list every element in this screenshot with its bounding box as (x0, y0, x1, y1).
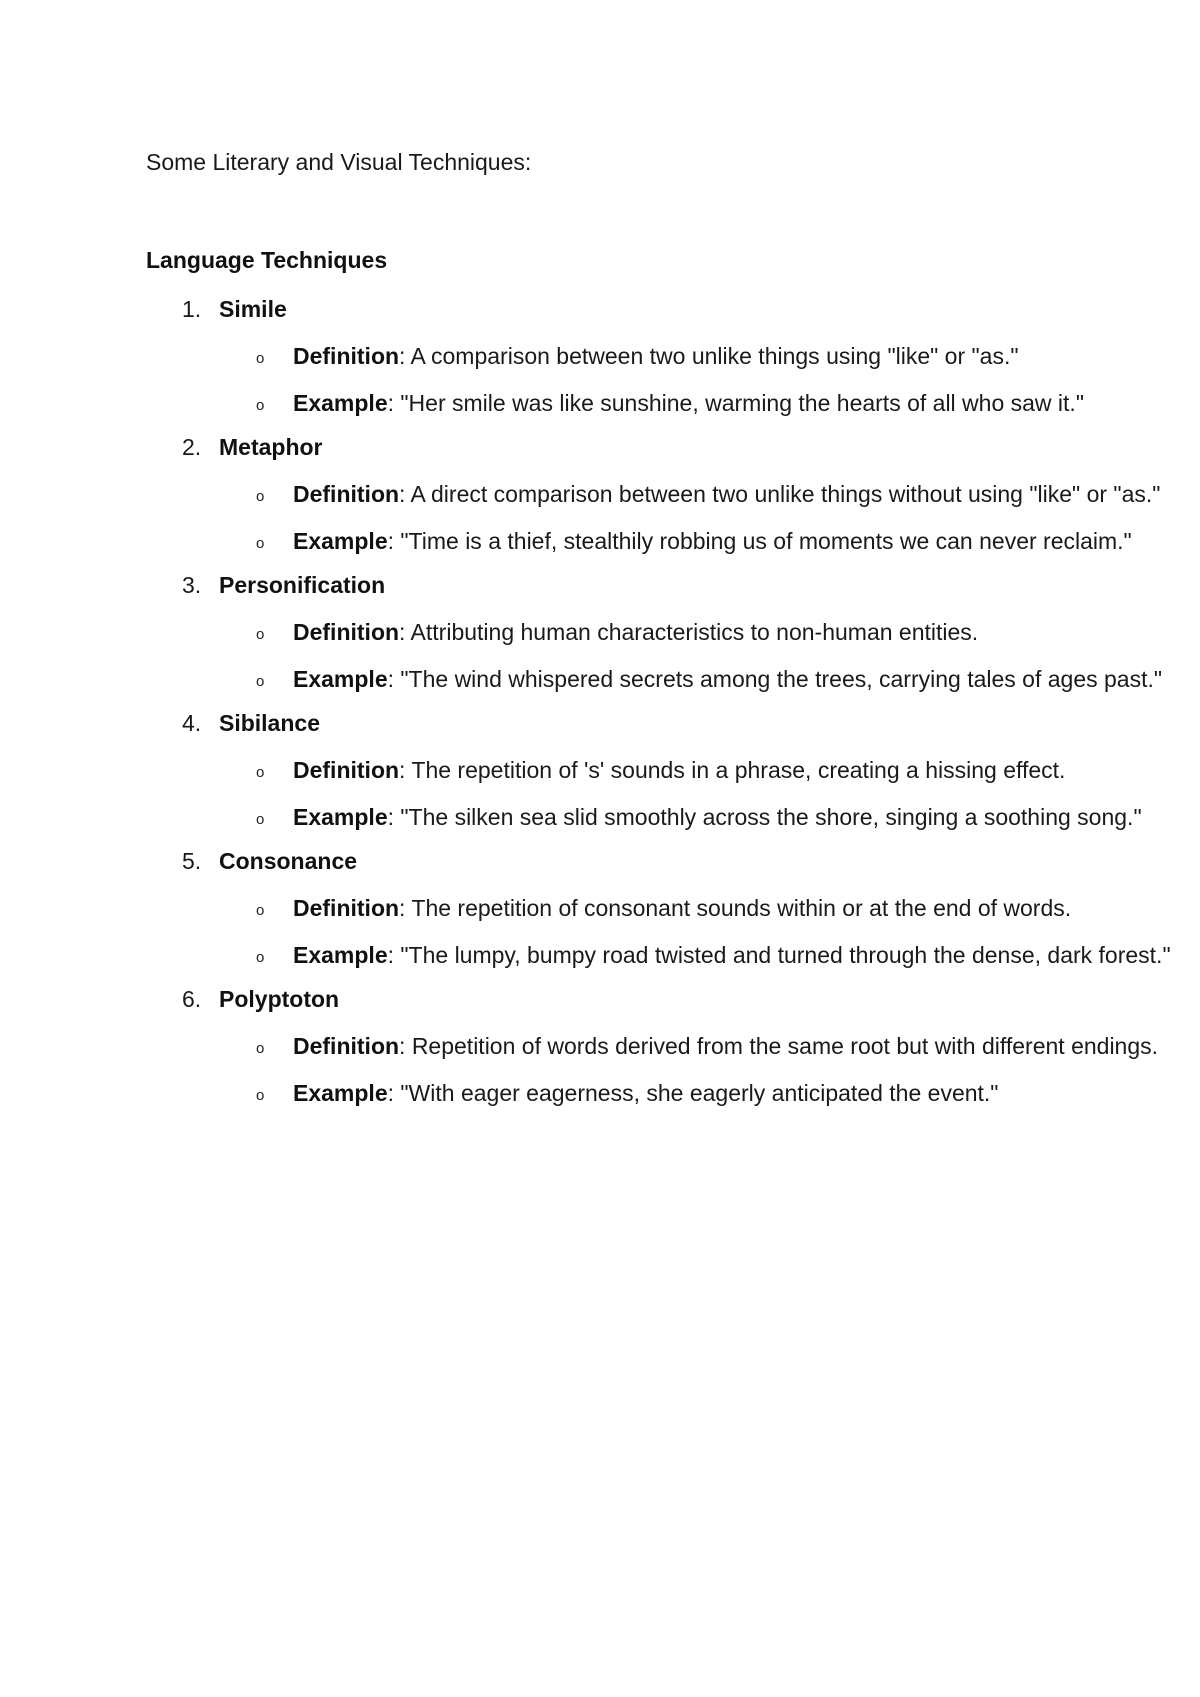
hollow-bullet-icon: o (256, 902, 265, 919)
example-text (293, 1077, 1200, 1110)
example-label: Example (293, 1080, 388, 1106)
definition-entry (146, 616, 1066, 649)
example-body: : "The wind whispered secrets among the trees, carrying tales of ages past." (387, 666, 1163, 692)
hollow-bullet-icon: o (256, 673, 265, 690)
definition-text (293, 892, 1200, 925)
example-entry (146, 387, 1084, 420)
definition-label: Definition (293, 895, 400, 921)
definition-body: : A direct comparison between two unlike things without using "like" or "as." (399, 481, 1161, 507)
list-item-number: 4. (182, 710, 202, 736)
list-item (146, 706, 1142, 834)
definition-text (293, 616, 1200, 649)
definition-entry (146, 478, 1161, 511)
list-item-number: 1. (182, 296, 202, 322)
list-item-number: 3. (182, 572, 202, 598)
hollow-bullet-icon: o (256, 350, 265, 367)
list-item-number: 5. (182, 848, 202, 874)
hollow-bullet-icon: o (256, 535, 265, 552)
example-entry (146, 525, 1132, 558)
hollow-bullet-icon: o (256, 1087, 265, 1104)
hollow-bullet-icon: o (256, 764, 265, 781)
definition-entry (146, 754, 1066, 787)
list-item-header (146, 430, 1066, 464)
hollow-bullet-icon: o (256, 949, 265, 966)
example-body: : "With eager eagerness, she eagerly anticipated the event." (387, 1080, 999, 1106)
technique-name: Sibilance (219, 710, 320, 736)
definition-entry (146, 892, 1072, 925)
definition-body: : The repetition of consonant sounds within or at the end of words. (399, 895, 1072, 921)
example-entry (146, 1077, 1066, 1110)
definition-label: Definition (293, 343, 400, 369)
list-item-number: 2. (182, 434, 202, 460)
hollow-bullet-icon: o (256, 811, 265, 828)
list-item-header (146, 568, 1066, 602)
technique-name: Metaphor (219, 434, 323, 460)
example-text (293, 939, 1200, 972)
list-item-header (146, 706, 1066, 740)
definition-text (293, 754, 1200, 787)
example-text (293, 387, 1200, 420)
list-item-header (146, 844, 1066, 878)
definition-text (293, 478, 1200, 511)
example-entry (146, 939, 1171, 972)
list-item (146, 568, 1163, 696)
definition-entry (146, 340, 1066, 373)
hollow-bullet-icon: o (256, 626, 265, 643)
definition-body: : The repetition of 's' sounds in a phrase, creating a hissing effect. (399, 757, 1066, 783)
example-body: : "Her smile was like sunshine, warming the hearts of all who saw it." (387, 390, 1084, 416)
list-item-number: 6. (182, 986, 202, 1012)
example-body: : "The silken sea slid smoothly across the shore, singing a soothing song." (387, 804, 1142, 830)
list-item (146, 430, 1161, 558)
example-label: Example (293, 942, 388, 968)
example-label: Example (293, 666, 388, 692)
technique-name: Simile (219, 296, 287, 322)
example-text (293, 525, 1200, 558)
definition-body: : Attributing human characteristics to non-human entities. (399, 619, 979, 645)
definition-label: Definition (293, 1033, 400, 1059)
definition-body: : A comparison between two unlike things using "like" or "as." (399, 343, 1019, 369)
definition-label: Definition (293, 481, 400, 507)
technique-name: Consonance (219, 848, 358, 874)
example-body: : "The lumpy, bumpy road twisted and turned through the dense, dark forest." (387, 942, 1171, 968)
example-label: Example (293, 528, 388, 554)
hollow-bullet-icon: o (256, 488, 265, 505)
list-item (146, 292, 1084, 420)
definition-text (293, 340, 1200, 373)
section-heading: Language Techniques (146, 247, 388, 273)
list-item (146, 982, 1159, 1110)
definition-body: : Repetition of words derived from the same root but with different endings. (399, 1033, 1159, 1059)
example-text (293, 663, 1200, 696)
list-item-header (146, 292, 1066, 326)
definition-label: Definition (293, 619, 400, 645)
document-title: Some Literary and Visual Techniques: (146, 149, 532, 175)
example-label: Example (293, 390, 388, 416)
definition-label: Definition (293, 757, 400, 783)
example-entry (146, 663, 1163, 696)
hollow-bullet-icon: o (256, 1040, 265, 1057)
technique-list (146, 292, 1171, 1120)
technique-name: Personification (219, 572, 386, 598)
example-label: Example (293, 804, 388, 830)
hollow-bullet-icon: o (256, 397, 265, 414)
definition-entry (146, 1030, 1159, 1063)
technique-name: Polyptoton (219, 986, 340, 1012)
definition-text (293, 1030, 1200, 1063)
list-item (146, 844, 1171, 972)
list-item-header (146, 982, 1066, 1016)
example-text (293, 801, 1200, 834)
example-body: : "Time is a thief, stealthily robbing us of moments we can never reclaim." (387, 528, 1132, 554)
example-entry (146, 801, 1142, 834)
